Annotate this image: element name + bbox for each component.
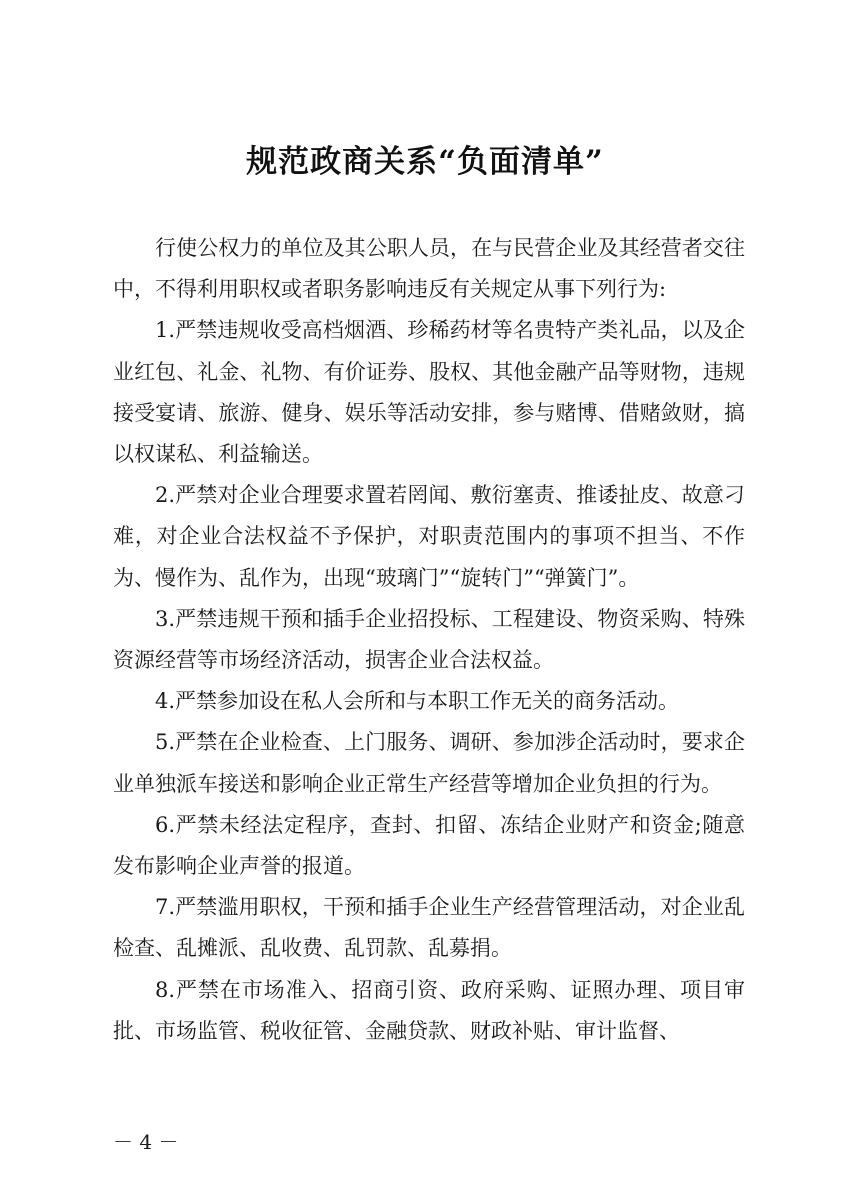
item-1-paragraph: 1.严禁违规收受高档烟酒、珍稀药材等名贵特产类礼品，以及企业红包、礼金、礼物、有价证券、股权、其他金融产品等财物，违规接受宴请、旅游、健身、娱乐等活动安排，参与赌博、借赌敛财，搞以权谋私、利益输送。: [113, 318, 745, 467]
intro-paragraph: 行使公权力的单位及其公职人员，在与民营企业及其经营者交往中，不得利用职权或者职务影响违反有关规定从事下列行为:: [113, 236, 745, 302]
document-title: 规范政商关系“负面清单”: [246, 144, 604, 180]
item-5-paragraph: 5.严禁在企业检查、上门服务、调研、参加涉企活动时，要求企业单独派车接送和影响企业正常生产经营等增加企业负担的行为。: [113, 730, 745, 796]
item-6-paragraph: 6.严禁未经法定程序，查封、扣留、冻结企业财产和资金;随意发布影响企业声誉的报道。: [113, 812, 745, 879]
item-4-paragraph: 4.严禁参加设在私人会所和与本职工作无关的商务活动。: [155, 689, 680, 714]
item-8-paragraph: 8.严禁在市场准入、招商引资、政府采购、证照办理、项目审批、市场监管、税收征管、金融贷款、财政补贴、审计监督、: [113, 977, 745, 1043]
document-body: [113, 228, 745, 1052]
page-number: － 4 －: [113, 1130, 179, 1154]
item-7-paragraph: 7.严禁滥用职权，干预和插手企业生产经营管理活动，对企业乱检查、乱摊派、乱收费、乱罚款、乱募捐。: [113, 895, 745, 961]
item-3-paragraph: 3.严禁违规干预和插手企业招投标、工程建设、物资采购、特殊资源经营等市场经济活动，损害企业合法权益。: [113, 606, 745, 673]
item-2-paragraph: 2.严禁对企业合理要求置若罔闻、敷衍塞责、推诿扯皮、故意刁难，对企业合法权益不予保护，对职责范围内的事项不担当、不作为、慢作为、乱作为，出现“玻璃门”“旋转门”“弹簧门”。: [113, 483, 745, 590]
